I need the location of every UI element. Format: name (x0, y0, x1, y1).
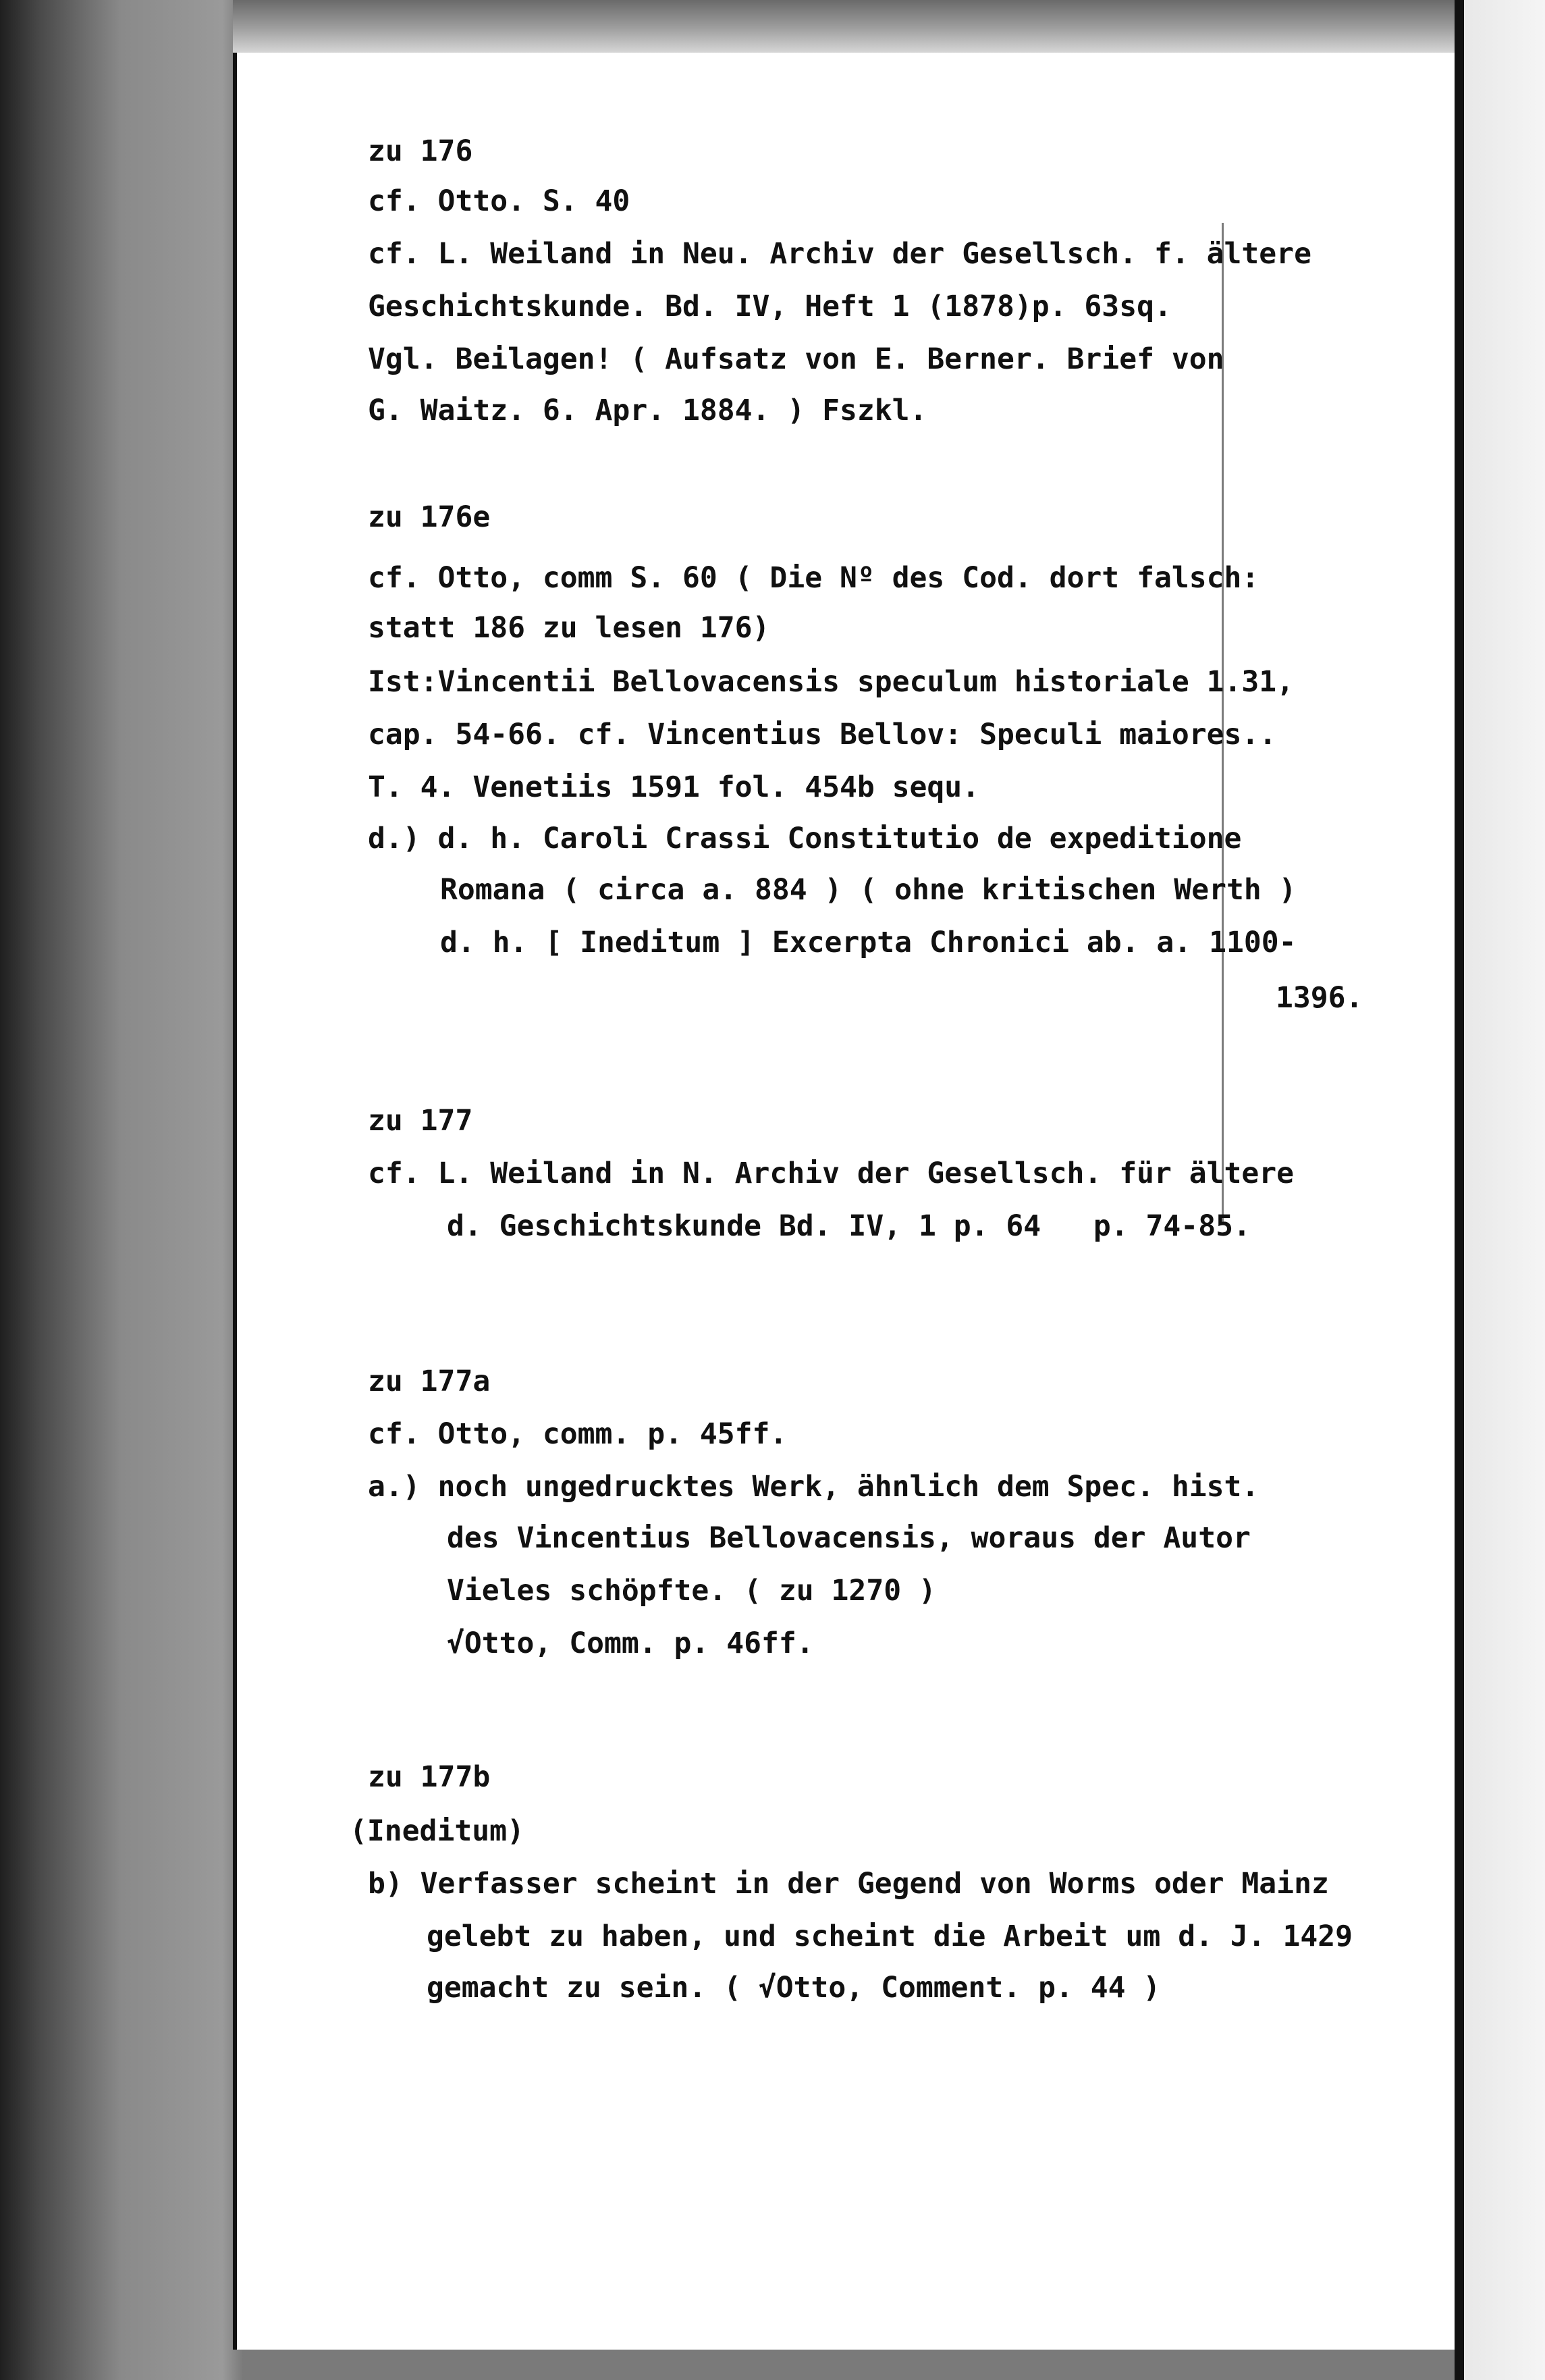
heading-zu-176e: zu 176e (368, 500, 491, 534)
text-line: statt 186 zu lesen 176) (368, 611, 770, 645)
text-line: d.) d. h. Caroli Crassi Constitutio de expeditione (368, 822, 1242, 855)
text-line: cf. Otto, comm. p. 45ff. (368, 1417, 788, 1451)
text-line: Ist:Vincentii Bellovacensis speculum historiale 1.31, (368, 665, 1295, 699)
text-line: b) Verfasser scheint in der Gegend von Worms oder Mainz (368, 1867, 1329, 1901)
text-line: T. 4. Venetiis 1591 fol. 454b sequ. (368, 770, 980, 804)
text-line: gelebt zu haben, und scheint die Arbeit um d. J. 1429 (427, 1920, 1353, 1953)
text-line: gemacht zu sein. ( √Otto, Comment. p. 44 ) (427, 1971, 1161, 2005)
text-line: Vieles schöpfte. ( zu 1270 ) (447, 1574, 936, 1608)
heading-zu-177b: zu 177b (368, 1760, 491, 1794)
text-line: cf. L. Weiland in Neu. Archiv der Gesellsch. f. ältere (368, 237, 1311, 271)
heading-zu-177a: zu 177a (368, 1365, 491, 1398)
text-line: Romana ( circa a. 884 ) ( ohne kritischen Werth ) (440, 873, 1297, 907)
text-line: 1396. (1276, 981, 1363, 1015)
text-line: cf. Otto, comm S. 60 ( Die Nº des Cod. dort falsch: (368, 561, 1259, 595)
text-line: (Ineditum) (350, 1814, 524, 1848)
text-line: Geschichtskunde. Bd. IV, Heft 1 (1878)p. 63sq. (368, 290, 1172, 323)
text-line: cap. 54-66. cf. Vincentius Bellov: Speculi maiores.. (368, 718, 1277, 751)
text-line: Vgl. Beilagen! ( Aufsatz von E. Berner. Brief von (368, 342, 1224, 376)
text-line: √Otto, Comm. p. 46ff. (447, 1627, 814, 1660)
heading-zu-176: zu 176 (368, 134, 473, 168)
text-line: des Vincentius Bellovacensis, woraus der Autor (447, 1521, 1251, 1555)
text-line: d. h. [ Ineditum ] Excerpta Chronici ab. a. 1100- (440, 926, 1297, 959)
text-line: cf. L. Weiland in N. Archiv der Gesellsch. für ältere (368, 1157, 1295, 1190)
text-line: d. Geschichtskunde Bd. IV, 1 p. 64 p. 74-85. (447, 1209, 1251, 1243)
text-line: a.) noch ungedrucktes Werk, ähnlich dem Spec. hist. (368, 1470, 1259, 1504)
text-line: cf. Otto. S. 40 (368, 184, 630, 218)
text-line: G. Waitz. 6. Apr. 1884. ) Fszkl. (368, 394, 927, 427)
heading-zu-177: zu 177 (368, 1104, 473, 1138)
